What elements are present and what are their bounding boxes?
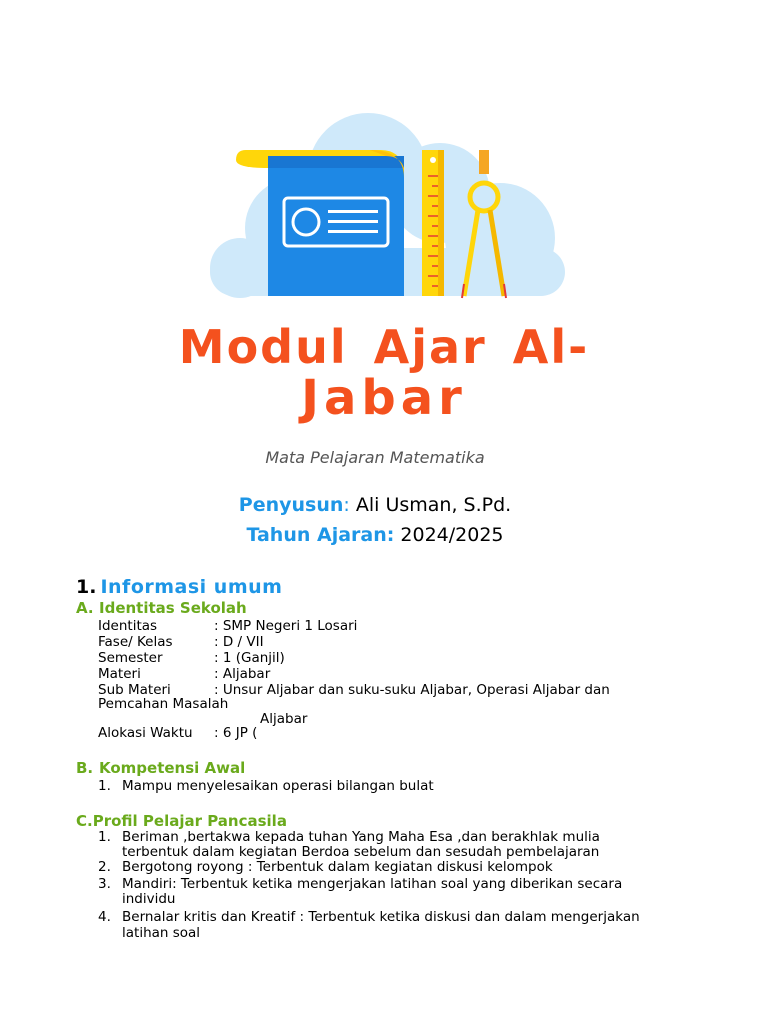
row-value: : Unsur Aljabar dan suku-suku Aljabar, Operasi Aljabar dan	[214, 682, 610, 698]
row-label: Materi	[98, 666, 141, 682]
section-letter: B.	[76, 759, 94, 777]
list-text: Mandiri: Terbentuk ketika mengerjakan latihan soal yang diberikan secara	[122, 876, 623, 892]
row-value: : 6 JP (	[214, 725, 258, 741]
list-item-continuation: latihan soal	[122, 925, 201, 941]
identity-row	[98, 634, 264, 650]
author-colon: :	[343, 494, 350, 516]
list-number: 4.	[98, 909, 111, 925]
list-number: 1.	[98, 829, 111, 845]
section-letter: A.	[76, 599, 94, 617]
list-text: Bernalar kritis dan Kreatif : Terbentuk ketika diskusi dan dalam mengerjakan	[122, 909, 640, 925]
list-item-continuation: individu	[122, 891, 176, 907]
row-label: Fase/ Kelas	[98, 634, 173, 650]
section-title: Informasi umum	[100, 576, 283, 598]
row-label: Sub Materi	[98, 682, 171, 698]
list-item	[98, 876, 622, 892]
year-label: Tahun Ajaran:	[246, 524, 395, 546]
section-b-heading	[76, 759, 245, 777]
section-1-heading	[76, 576, 282, 598]
identity-row	[98, 650, 285, 666]
author-value: Ali Usman, S.Pd.	[355, 494, 512, 516]
document-title-line2: Jabar	[301, 370, 467, 426]
section-title: Kompetensi Awal	[99, 759, 246, 777]
year-value: 2024/2025	[400, 524, 504, 546]
identity-row	[98, 618, 357, 634]
list-number: 1.	[98, 778, 111, 794]
document-title-line1: Modul Ajar Al-	[178, 320, 590, 374]
ruler-icon	[422, 150, 444, 296]
row-label: Identitas	[98, 618, 158, 634]
list-item	[98, 778, 434, 794]
list-item	[98, 829, 600, 845]
list-item	[98, 859, 553, 875]
list-number: 3.	[98, 876, 111, 892]
row-label: Semester	[98, 650, 163, 666]
section-number: 1.	[76, 576, 97, 598]
row-value: : Aljabar	[214, 666, 271, 682]
list-number: 2.	[98, 859, 111, 875]
hero-illustration	[200, 108, 570, 303]
submateri-continuation: Aljabar	[260, 711, 308, 727]
list-item-continuation: terbentuk dalam kegiatan Berdoa sebelum dan sesudah pembelajaran	[122, 844, 600, 860]
list-text: Bergotong royong : Terbentuk dalam kegiatan diskusi kelompok	[122, 859, 553, 875]
row-label: Alokasi Waktu	[98, 725, 193, 741]
row-value: : D / VII	[214, 634, 264, 650]
section-c-heading	[76, 812, 287, 830]
section-letter: C.	[76, 812, 93, 830]
section-a-heading	[76, 599, 247, 617]
identity-row	[98, 725, 257, 741]
list-item	[98, 909, 640, 925]
list-text: Mampu menyelesaikan operasi bilangan bulat	[122, 778, 434, 794]
list-text: Beriman ,bertakwa kepada tuhan Yang Maha Esa ,dan berakhlak mulia	[122, 829, 600, 845]
identity-row	[98, 666, 270, 682]
row-value: : 1 (Ganjil)	[214, 650, 285, 666]
submateri-continuation: Pemcahan Masalah	[98, 696, 229, 712]
author-line	[0, 494, 750, 516]
section-title: Identitas Sekolah	[99, 599, 247, 617]
year-line	[0, 524, 750, 546]
author-label: Penyusun	[238, 494, 344, 516]
row-value: : SMP Negeri 1 Losari	[214, 618, 358, 634]
section-title: Profil Pelajar Pancasila	[92, 812, 287, 830]
subtitle: Mata Pelajaran Matematika	[265, 448, 485, 467]
